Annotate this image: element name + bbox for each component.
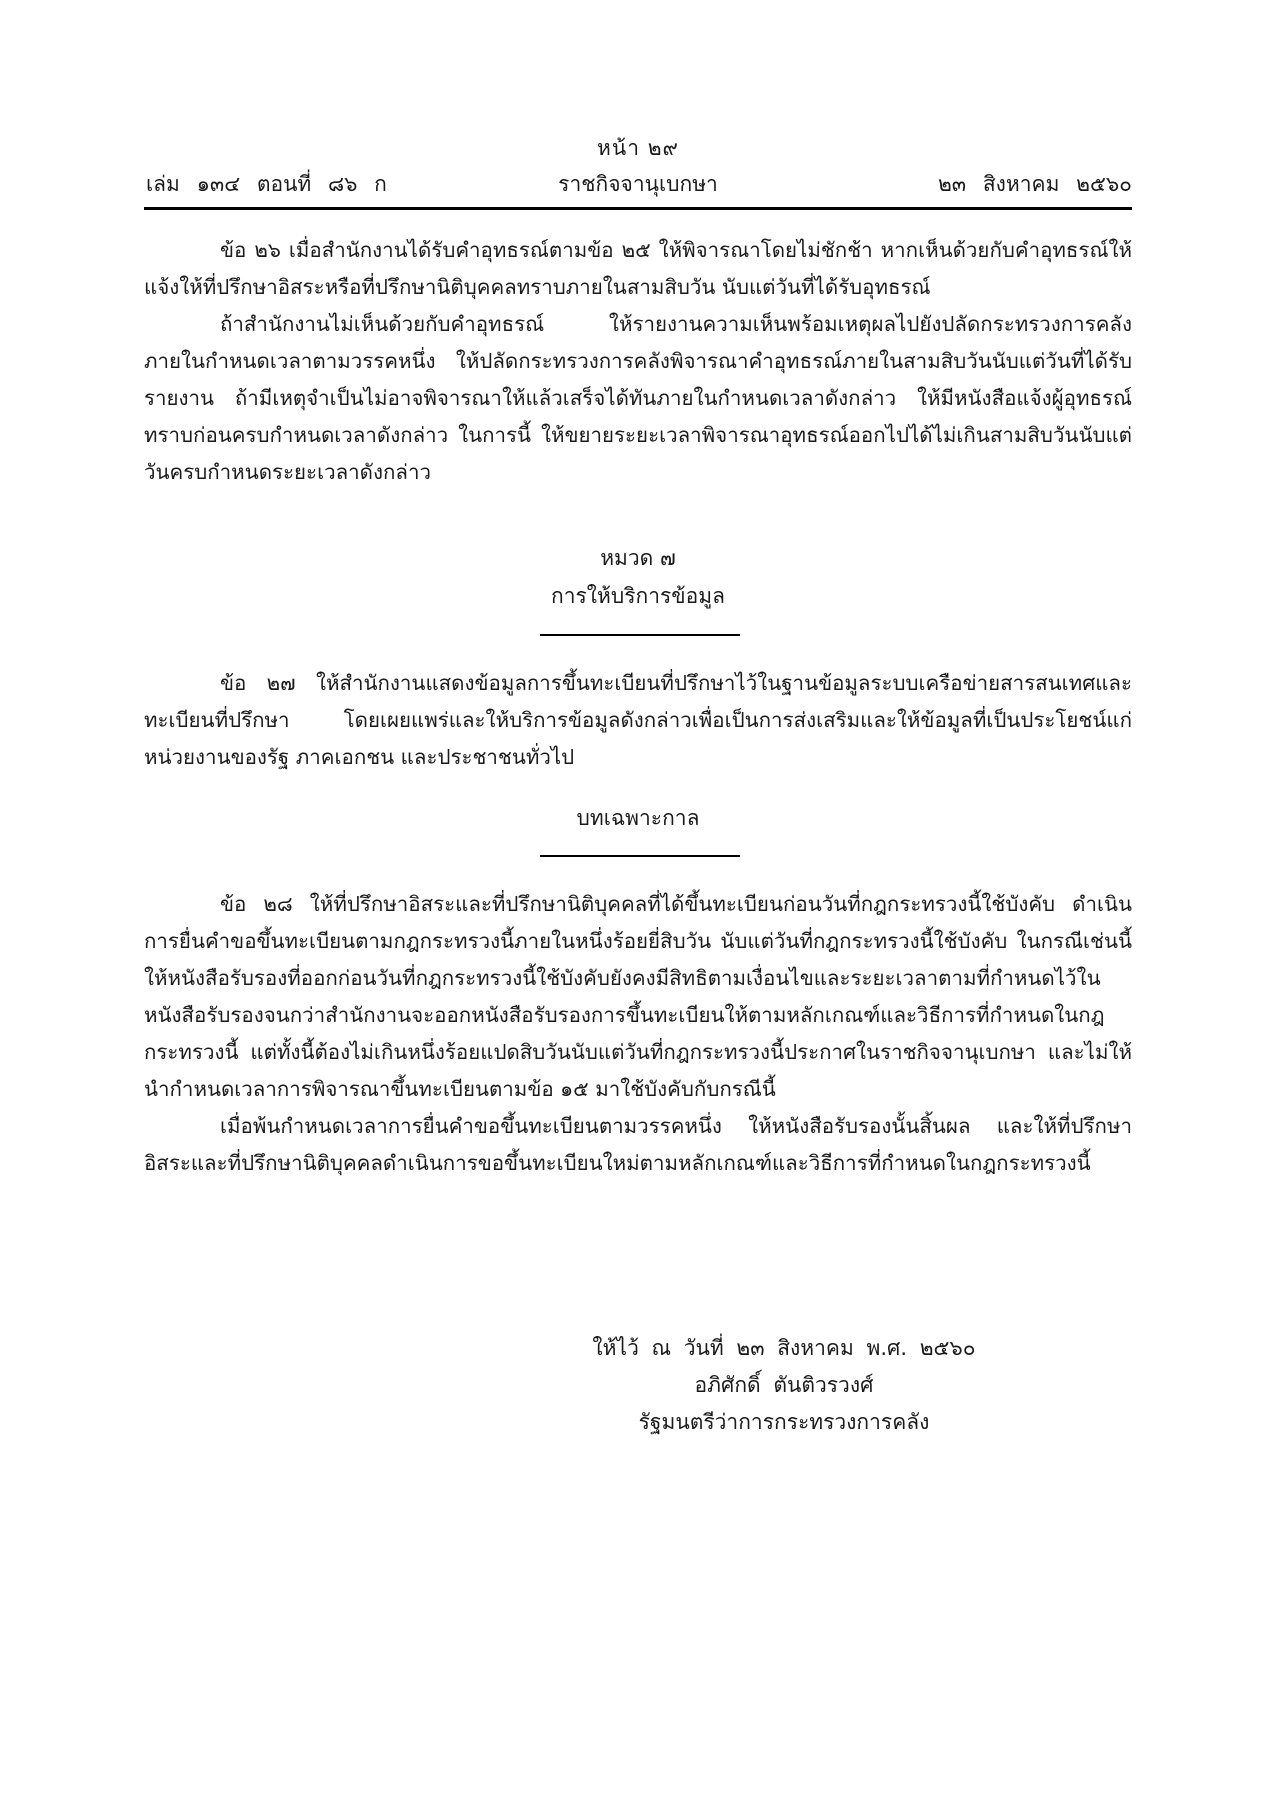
signatory-name: อภิศักดิ์ ตันติวรวงศ์	[694, 1373, 874, 1397]
publication-date: ๒๓ สิงหาคม ๒๕๖๐	[937, 172, 1132, 196]
clause-26	[144, 232, 1132, 491]
clause-26-para-1: ข้อ ๒๖ เมื่อสำนักงานได้รับคำอุทธรณ์ตามข้อ ๒๕ ให้พิจารณาโดยไม่ชักช้า หากเห็นด้วยกับคำอุทธรณ์ให้แจ้งให้ที่ปรึกษาอิสระหรือที่ปรึกษานิติบุคคลทราบภายในสามสิบวัน นับแต่วันที่ได้รับอุทธรณ์	[144, 238, 1132, 299]
given-date: ให้ไว้ ณ วันที่ ๒๓ สิงหาคม พ.ศ. ๒๕๖๐	[592, 1336, 976, 1360]
signature-block	[494, 1330, 1074, 1441]
publication-title: ราชกิจจานุเบกษา	[558, 172, 718, 196]
volume-issue: เล่ม ๑๓๔ ตอนที่ ๘๖ ก	[146, 172, 387, 196]
clause-28-para-1: ข้อ ๒๘ ให้ที่ปรึกษาอิสระและที่ปรึกษานิติบุคคลที่ได้ขึ้นทะเบียนก่อนวันที่กฎกระทรวงนี้ใช้บังคับ ดำเนินการยื่นคำขอขึ้นทะเบียนตามกฎกระทรวงนี้ภายในหนึ่งร้อยยี่สิบวัน นับแต่วันที่กฎกระทรวงนี้ใช้บังคับ ในกรณีเช่นนี้ให้หนังสือรับรองที่ออกก่อนวันที่กฎกระทรวงนี้ใช้บังคับยังคงมีสิทธิตามเงื่อนไขและระยะเวลาตามที่กำหนดไว้ในหนังสือรับรองจนกว่าสำนักงานจะออกหนังสือรับรองการขึ้นทะเบียนให้ตามหลักเกณฑ์และวิธีการที่กำหนดในกฎกระทรวงนี้ แต่ทั้งนี้ต้องไม่เกินหนึ่งร้อยแปดสิบวันนับแต่วันที่กฎกระทรวงนี้ประกาศในราชกิจจานุเบกษา และไม่ให้นำกำหนดเวลาการพิจารณาขึ้นทะเบียนตามข้อ ๑๕ มาใช้บังคับกับกรณีนี้	[144, 892, 1132, 1101]
running-header	[144, 168, 1132, 198]
header-divider	[144, 207, 1132, 210]
clause-27-para-1: ข้อ ๒๗ ให้สำนักงานแสดงข้อมูลการขึ้นทะเบียนที่ปรึกษาไว้ในฐานข้อมูลระบบเครือข่ายสารสนเทศและทะเบียนที่ปรึกษา โดยเผยแพร่และให้บริการข้อมูลดังกล่าวเพื่อเป็นการส่งเสริมและให้ข้อมูลที่เป็นประโยชน์แก่หน่วยงานของรัฐ ภาคเอกชน และประชาชนทั่วไป	[144, 671, 1132, 769]
clause-27	[144, 665, 1132, 776]
clause-26-para-2: ถ้าสำนักงานไม่เห็นด้วยกับคำอุทธรณ์ ให้รายงานความเห็นพร้อมเหตุผลไปยังปลัดกระทรวงการคลังภายในกำหนดเวลาตามวรรคหนึ่ง ให้ปลัดกระทรวงการคลังพิจารณาคำอุทธรณ์ภายในสามสิบวันนับแต่วันที่ได้รับรายงาน ถ้ามีเหตุจำเป็นไม่อาจพิจารณาให้แล้วเสร็จได้ทันภายในกำหนดเวลาดังกล่าว ให้มีหนังสือแจ้งผู้อุทธรณ์ทราบก่อนครบกำหนดเวลาดังกล่าว ในการนี้ ให้ขยายระยะเวลาพิจารณาอุทธรณ์ออกไปได้ไม่เกินสามสิบวันนับแต่วันครบกำหนดระยะเวลาดังกล่าว	[144, 312, 1132, 484]
transitional-title: บทเฉพาะกาล	[576, 806, 700, 830]
chapter-divider	[540, 634, 740, 636]
chapter-number: หมวด ๗	[600, 546, 676, 570]
signatory-position: รัฐมนตรีว่าการกระทรวงการคลัง	[638, 1410, 930, 1434]
clause-28-para-2: เมื่อพ้นกำหนดเวลาการยื่นคำขอขึ้นทะเบียนตามวรรคหนึ่ง ให้หนังสือรับรองนั้นสิ้นผล และให้ที่ปรึกษาอิสระและที่ปรึกษานิติบุคคลดำเนินการขอขึ้นทะเบียนใหม่ตามหลักเกณฑ์และวิธีการที่กำหนดในกฎกระทรวงนี้	[144, 1114, 1132, 1175]
transitional-divider	[540, 855, 740, 857]
clause-28	[144, 886, 1132, 1182]
chapter-title: การให้บริการข้อมูล	[551, 584, 725, 608]
page-number: หน้า ๒๙	[597, 136, 679, 160]
